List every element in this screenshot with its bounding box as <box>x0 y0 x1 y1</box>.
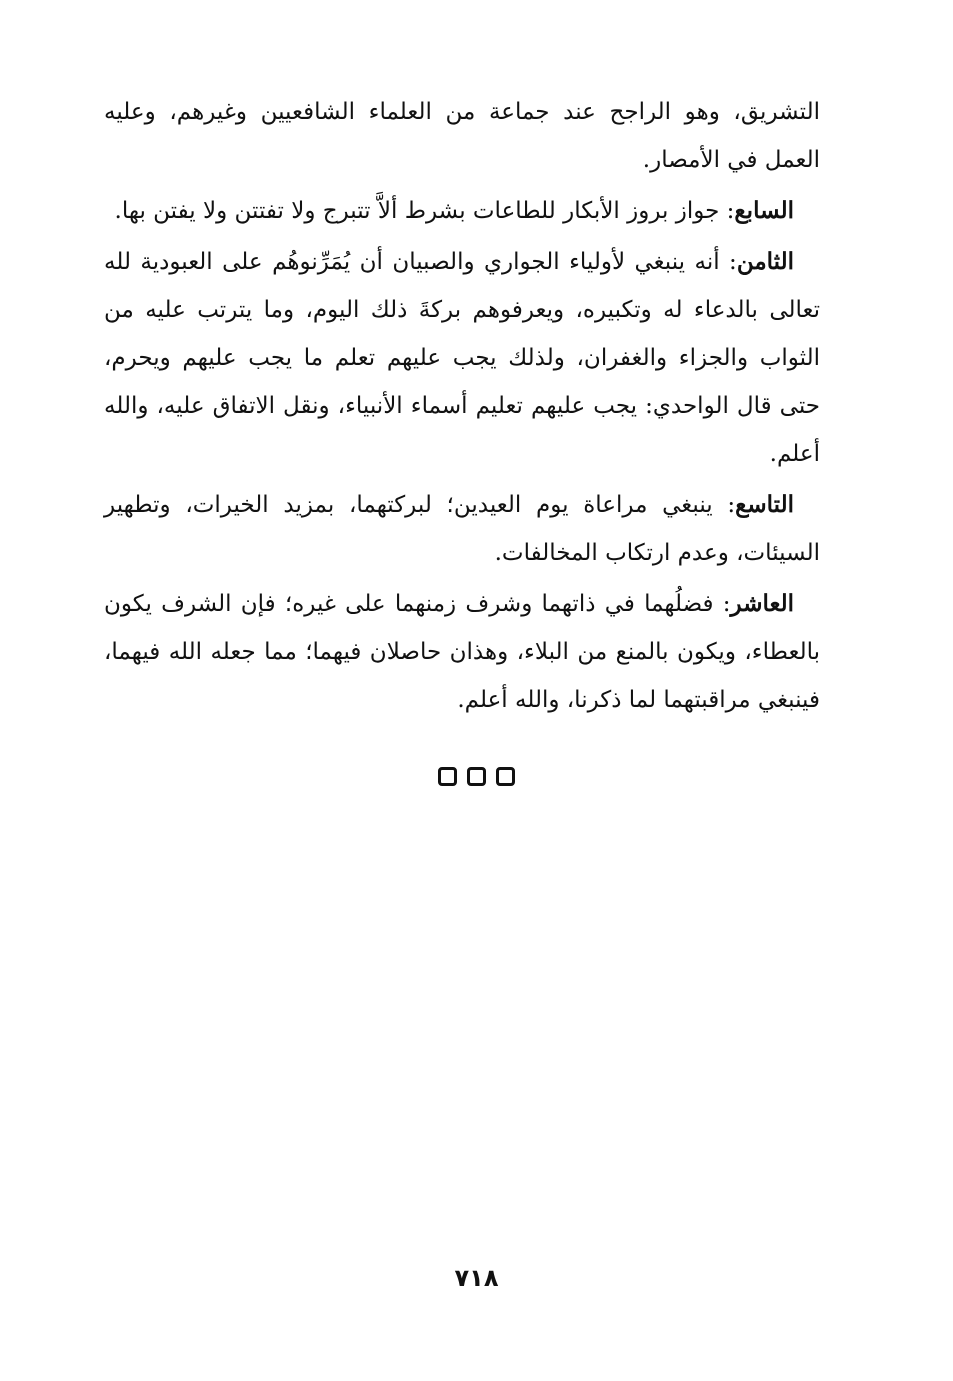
paragraph-heading: التاسع <box>735 491 794 518</box>
section-end-ornament <box>0 767 953 786</box>
paragraph-text: التشريق، وهو الراجح عند جماعة من العلماء الشافعيين وغيرهم، وعليه العمل في الأمصار. <box>104 99 820 173</box>
paragraph-heading: السابع <box>734 197 794 224</box>
square-ornament-icon <box>438 767 457 786</box>
paragraph-heading: العاشر <box>730 590 794 617</box>
page-body <box>104 88 820 727</box>
page-number: ٧١٨ <box>454 1264 499 1292</box>
paragraph-seventh <box>104 187 820 235</box>
paragraph-continuation <box>104 88 820 184</box>
paragraph-eighth <box>104 238 820 478</box>
paragraph-text: : ينبغي مراعاة يوم العيدين؛ لبركتهما، بمزيد الخيرات، وتطهير السيئات، وعدم ارتكاب المخالفات. <box>104 492 820 566</box>
paragraph-text: : أنه ينبغي لأولياء الجواري والصبيان أن يُمَرِّنوهُم على العبودية لله تعالى بالدعاء له وتكبيره، ويعرفوهم بركةَ ذلك اليوم، وما يترتب عليه من الثواب والجزاء والغفران، ولذلك يجب عليهم تعلم ما يجب عليهم ويحرم، حتى قال الواحدي: يجب عليهم تعليم أسماء الأنبياء، ونقل الاتفاق عليه، والله أعلم. <box>104 249 820 467</box>
paragraph-ninth <box>104 481 820 577</box>
paragraph-tenth <box>104 580 820 724</box>
square-ornament-icon <box>496 767 515 786</box>
paragraph-text: : فضلُهما في ذاتهما وشرف زمنهما على غيره؛ فإن الشرف يكون بالعطاء، ويكون بالمنع من البلاء، وهذان حاصلان فيهما؛ مما جعله الله فيهما، فينبغي مراقبتهما لما ذكرنا، والله أعلم. <box>104 591 820 713</box>
paragraph-text: : جواز بروز الأبكار للطاعات بشرط ألاَّ تتبرج ولا تفتتن ولا يفتن بها. <box>114 198 735 224</box>
square-ornament-icon <box>467 767 486 786</box>
paragraph-heading: الثامن <box>736 248 794 275</box>
